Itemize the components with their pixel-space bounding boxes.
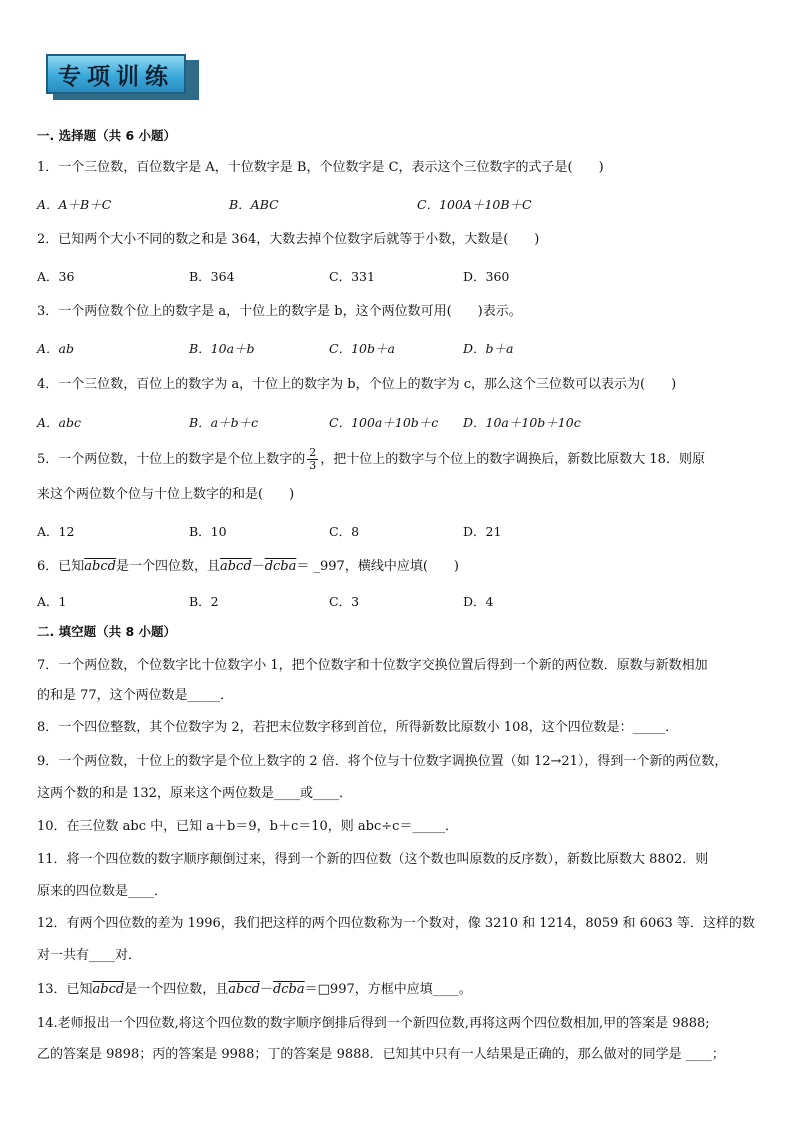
question-6-text-mid: 是一个四位数，且 bbox=[115, 559, 220, 574]
option-c: C．100a＋10b＋c bbox=[329, 415, 439, 430]
fraction bbox=[307, 447, 318, 472]
question-9-line-1: 9．一个两位数，十位上的数字是个位上数字的 2 倍．将个位与十位数字调换位置（如 12→21），得到一个新的两位数， bbox=[37, 754, 728, 769]
question-11-line-1: 11．将一个四位数的数字顺序颠倒过来，得到一个新的四位数（这个数也叫原数的反序数），新数比原数大 8802．则 bbox=[37, 852, 709, 867]
option-a: A．36 bbox=[37, 269, 75, 284]
option-d: D．4 bbox=[463, 594, 494, 609]
question-6-text-start: 6．已知 bbox=[37, 559, 85, 574]
option-b: B．10 bbox=[189, 524, 227, 539]
question-7-line-1: 7．一个两位数，个位数字比十位数字小 1，把个位数字和十位数字交换位置后得到一个新的两位数．原数与新数相加 bbox=[37, 658, 708, 673]
overline-number: abcd bbox=[219, 559, 252, 574]
question-5-options bbox=[37, 510, 759, 552]
option-a: A．A＋B＋C bbox=[37, 197, 112, 212]
overline-number: dcba bbox=[264, 559, 297, 574]
question-4: 4．一个三位数，百位上的数字为 a，十位上的数字为 b，个位上的数字为 c，那么这个三位数可以表示为( ) bbox=[37, 377, 677, 392]
question-4-options bbox=[37, 404, 759, 440]
option-c: C．10b＋a bbox=[329, 341, 395, 356]
question-13-text-end: ＝□997，方框中应填____。 bbox=[304, 982, 472, 997]
question-12-line-1: 12．有两个四位数的差为 1996，我们把这样的两个四位数称为一个数对，像 3210 和 1214，8059 和 6063 等．这样的数 bbox=[37, 916, 755, 931]
option-c: C．8 bbox=[329, 524, 360, 539]
question-14-line-1: 14.老师报出一个四位数,将这个四位数的数字顺序倒排后得到一个新四位数,再将这两个四位数相加,甲的答案是 9888; bbox=[37, 1016, 710, 1031]
overline-number: abcd bbox=[92, 982, 125, 997]
overline-number: abcd bbox=[228, 982, 260, 997]
question-9-line-2: 这两个数的和是 132，原来这个两位数是____或____． bbox=[37, 786, 352, 801]
section-banner: 专项训练 bbox=[46, 54, 186, 94]
option-c: C．331 bbox=[329, 269, 375, 284]
question-2: 2．已知两个大小不同的数之和是 364，大数去掉个位数字后就等于小数，大数是( ) bbox=[37, 232, 540, 247]
fraction-numerator: 2 bbox=[309, 446, 317, 459]
overline-number: dcba bbox=[272, 982, 305, 997]
option-a: A．abc bbox=[37, 415, 81, 430]
option-d: D．10a＋10b＋10c bbox=[463, 415, 581, 430]
question-7-line-2: 的和是 77，这个两位数是_____． bbox=[37, 688, 234, 703]
question-13-text-start: 13．已知 bbox=[37, 982, 93, 997]
question-10: 10．在三位数 abc 中，已知 a＋b＝9，b＋c＝10，则 abc÷c＝_____． bbox=[37, 819, 458, 834]
question-8: 8．一个四位整数，其个位数字为 2，若把末位数字移到首位，所得新数比原数小 108，这个四位数是：_____． bbox=[37, 720, 679, 735]
section-heading-choice: 一. 选择题（共 6 小题） bbox=[37, 128, 177, 143]
option-b: B．a＋b＋c bbox=[189, 415, 259, 430]
option-d: D．360 bbox=[463, 269, 510, 284]
question-5 bbox=[37, 440, 759, 480]
question-12-line-2: 对一共有____对． bbox=[37, 948, 142, 963]
question-6-options bbox=[37, 582, 759, 620]
question-11-line-2: 原来的四位数是____． bbox=[37, 884, 168, 899]
option-b: B．ABC bbox=[229, 197, 279, 212]
option-d: D．b＋a bbox=[463, 341, 514, 356]
question-13-text-mid: 是一个四位数，且 bbox=[124, 982, 229, 997]
question-5-text-start: 5．一个两位数，十位上的数字是个位上数字的 bbox=[37, 452, 306, 467]
option-c: C．100A＋10B＋C bbox=[417, 197, 532, 212]
question-14-line-2: 乙的答案是 9898；丙的答案是 9988；丁的答案是 9888．已知其中只有一人结果是正确的，那么做对的同学是 ____； bbox=[37, 1047, 725, 1062]
option-a: A．ab bbox=[37, 341, 74, 356]
question-13: 13．已知abcd是一个四位数，且abcd－dcba＝□997，方框中应填____。 bbox=[37, 982, 472, 997]
worksheet-content bbox=[37, 124, 759, 1070]
question-3-options bbox=[37, 330, 759, 366]
section-heading-fill: 二. 填空题（共 8 小题） bbox=[37, 624, 177, 639]
question-2-options bbox=[37, 258, 759, 294]
question-6: 6．已知abcd是一个四位数，且abcd－dcba＝ _997，横线中应填( ) bbox=[37, 559, 459, 574]
option-d: D．21 bbox=[463, 524, 502, 539]
fraction-denominator: 3 bbox=[309, 459, 317, 472]
question-5-text-end: ，把十位上的数字与个位上的数字调换后，新数比原数大 18．则原 bbox=[320, 452, 705, 467]
option-a: A．12 bbox=[37, 524, 75, 539]
overline-number: abcd bbox=[84, 559, 116, 574]
option-a: A．1 bbox=[37, 594, 67, 609]
option-c: C．3 bbox=[329, 594, 360, 609]
question-1: 1．一个三位数，百位数字是 A，十位数字是 B，个位数字是 C，表示这个三位数字的式子是( ) bbox=[37, 160, 604, 175]
option-b: B．10a＋b bbox=[189, 341, 255, 356]
option-b: B．2 bbox=[189, 594, 219, 609]
question-6-text-end: ＝ _997，横线中应填( ) bbox=[296, 559, 459, 574]
question-1-options bbox=[37, 186, 759, 222]
question-3: 3．一个两位数个位上的数字是 a，十位上的数字是 b，这个两位数可用( )表示。 bbox=[37, 304, 522, 319]
option-b: B．364 bbox=[189, 269, 235, 284]
question-5-line-2: 来这个两位数个位与十位上数字的和是( ) bbox=[37, 487, 295, 502]
